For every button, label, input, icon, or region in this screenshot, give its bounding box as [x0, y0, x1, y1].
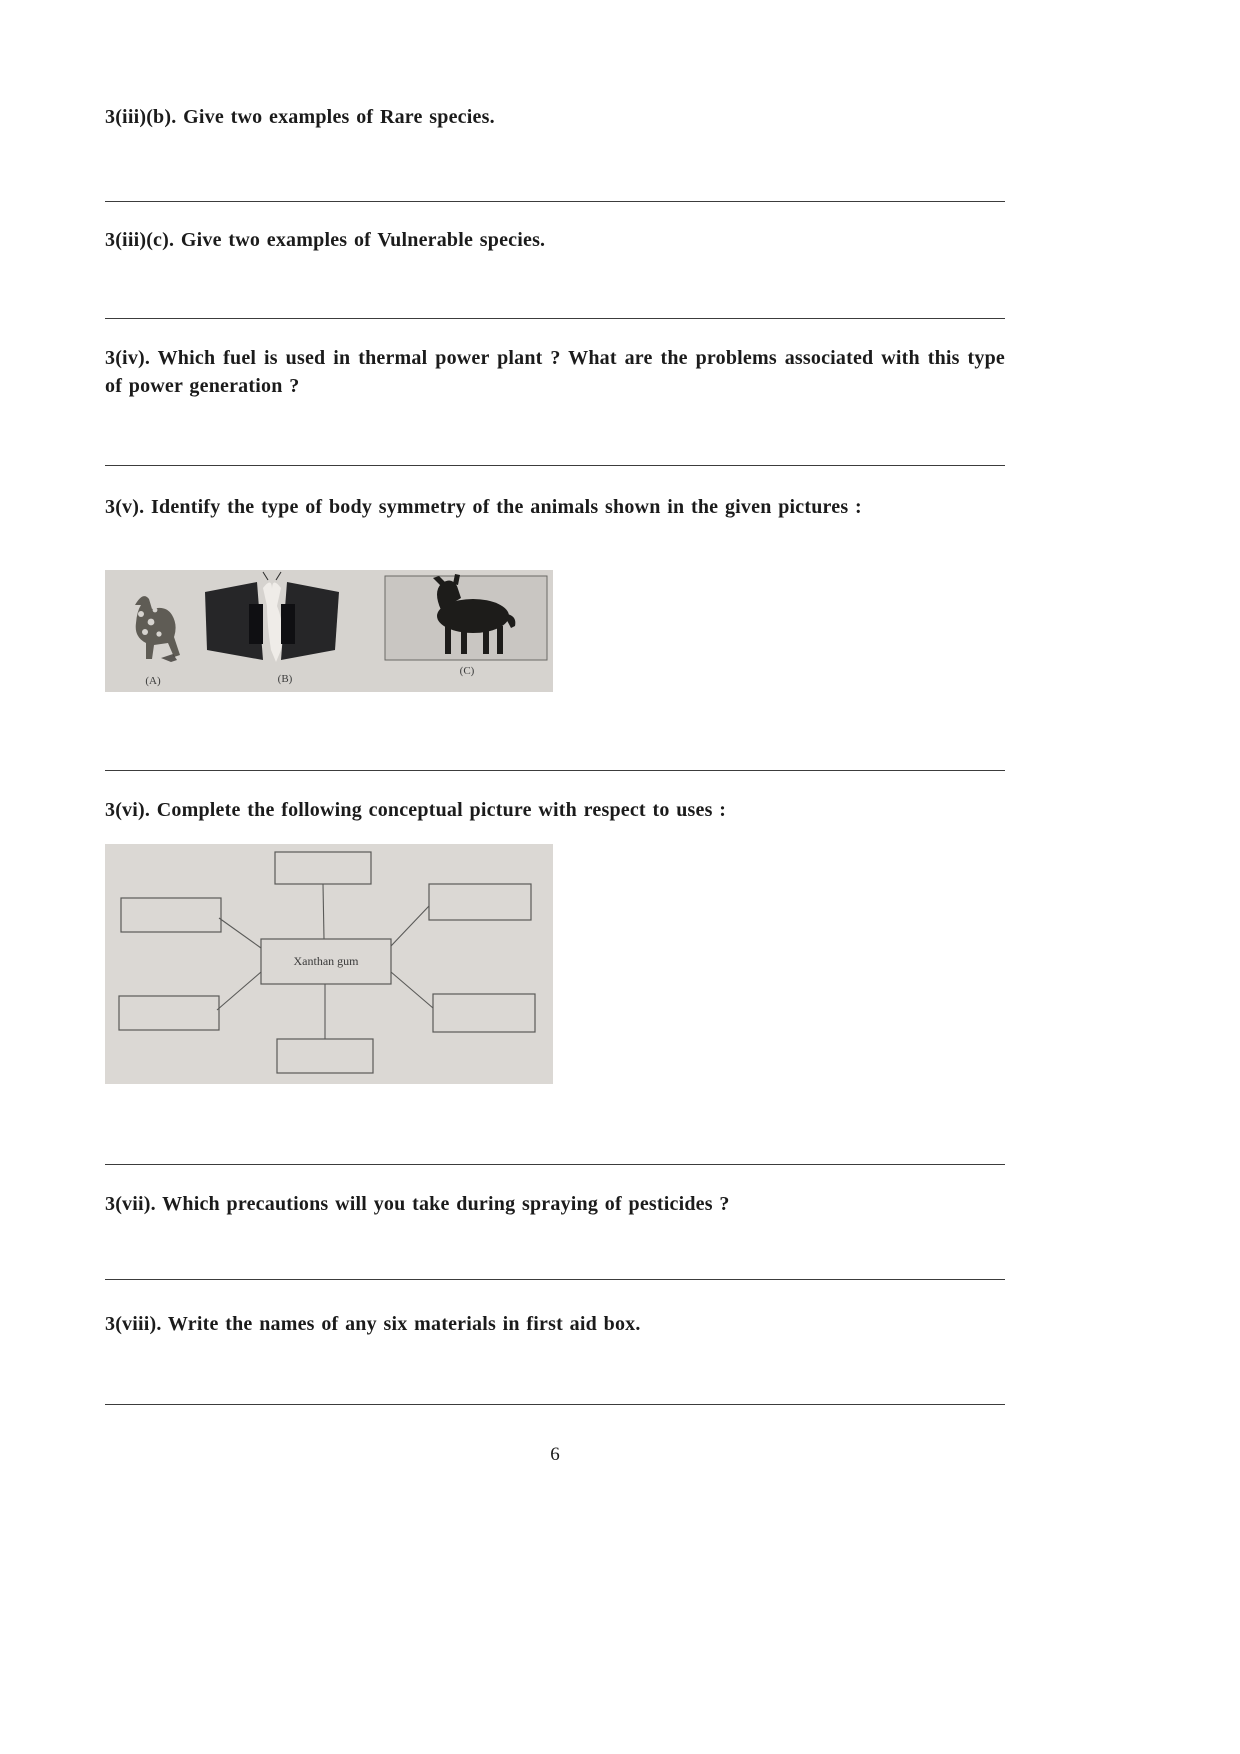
answer-line — [105, 465, 1005, 466]
question-3v: 3(v). Identify the type of body symmetry of the animals shown in the given pictures : — [105, 496, 862, 518]
answer-line — [105, 1164, 1005, 1165]
question-3vii: 3(vii). Which precautions will you take during spraying of pesticides ? — [105, 1193, 730, 1215]
answer-line — [105, 1279, 1005, 1280]
diagram-center-label: Xanthan gum — [293, 954, 359, 968]
goat-image — [385, 574, 547, 660]
answer-line — [105, 770, 1005, 771]
answer-line — [105, 1404, 1005, 1405]
concept-diagram-figure — [105, 844, 553, 1084]
question-3viii: 3(viii). Write the names of any six materials in first aid box. — [105, 1313, 641, 1335]
answer-line — [105, 318, 1005, 319]
question-3vi: 3(vi). Complete the following conceptual picture with respect to uses : — [105, 799, 727, 821]
figure-label-b: (B) — [277, 673, 293, 685]
question-3iii-c: 3(iii)(c). Give two examples of Vulnerable species. — [105, 229, 546, 251]
concept-diagram-svg — [105, 844, 553, 1084]
page-number: 6 — [550, 1444, 560, 1465]
animal-figure-svg — [105, 570, 553, 692]
figure-label-c: (C) — [459, 665, 475, 677]
question-3iii-b: 3(iii)(b). Give two examples of Rare species. — [105, 106, 495, 128]
question-3iv: 3(iv). Which fuel is used in thermal power plant ? What are the problems associated with this type of power generation ? — [105, 347, 1005, 398]
figure-label-a: (A) — [145, 675, 161, 687]
animal-symmetry-figure — [105, 570, 553, 692]
answer-line — [105, 201, 1005, 202]
